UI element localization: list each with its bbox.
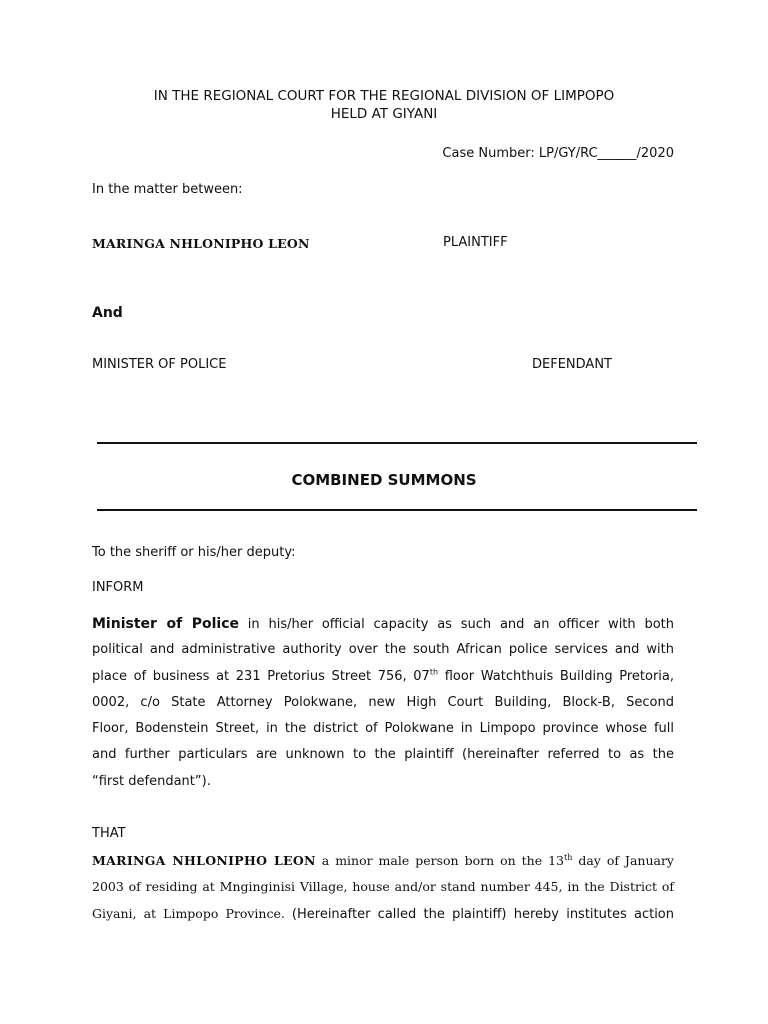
- paragraph-text: place of business at 231 Pretorius Street 756, 07: [92, 668, 430, 684]
- paragraph-line: “first defendant”).: [92, 773, 211, 789]
- paragraph-line: political and administrative authority over the south African police services and with: [92, 642, 674, 658]
- that-heading: THAT: [92, 826, 126, 841]
- paragraph-line: 0002, c/o State Attorney Polokwane, new High Court Building, Block-B, Second: [92, 694, 674, 710]
- paragraph-text: (Hereinafter called the plaintiff) hereby institutes action: [291, 906, 674, 922]
- sheriff-address-line: To the sheriff or his/her deputy:: [92, 545, 296, 560]
- inform-heading: INFORM: [92, 580, 144, 595]
- and-separator: And: [92, 305, 123, 321]
- top-divider-line: [97, 442, 697, 444]
- plaintiff-name: MARINGA NHLONIPHO LEON: [92, 236, 310, 251]
- bottom-divider-line: [97, 509, 697, 511]
- defendant-role: DEFENDANT: [532, 357, 612, 372]
- plaintiff-particulars-paragraph: [92, 848, 674, 927]
- summons-title: COMBINED SUMMONS: [291, 471, 477, 489]
- paragraph-line: Floor, Bodenstein Street, in the district of Polokwane in Limpopo province whose full: [92, 721, 674, 737]
- paragraph-line: 2003 of residing at Mnginginisi Village, house and/or stand number 445, in the District of: [92, 879, 674, 895]
- plaintiff-bold-lead: MARINGA NHLONIPHO LEON: [92, 853, 316, 868]
- court-heading-line-2: HELD AT GIYANI: [330, 106, 438, 122]
- court-heading: [0, 87, 768, 123]
- ordinal-superscript: th: [563, 852, 573, 862]
- paragraph-line: [92, 848, 674, 874]
- case-number: Case Number: LP/GY/RC______/2020: [442, 146, 674, 161]
- paragraph-text: Giyani, at Limpopo Province.: [92, 905, 292, 921]
- defendant-particulars-paragraph: [92, 611, 674, 795]
- defendant-bold-lead: Minister of Police: [92, 616, 239, 632]
- paragraph-line: [92, 901, 674, 927]
- paragraph-text: floor Watchthuis Building Pretoria,: [438, 668, 675, 684]
- matter-between-label: In the matter between:: [92, 182, 243, 197]
- paragraph-text: day of January: [572, 853, 674, 868]
- plaintiff-role: PLAINTIFF: [443, 235, 508, 250]
- court-heading-line-1: IN THE REGIONAL COURT FOR THE REGIONAL DIVISION OF LIMPOPO: [153, 88, 615, 104]
- paragraph-text: a minor male person born on the 13: [315, 853, 564, 868]
- paragraph-line: [92, 611, 674, 637]
- paragraph-line: and further particulars are unknown to the plaintiff (hereinafter referred to as the: [92, 747, 674, 763]
- defendant-name: MINISTER OF POLICE: [92, 357, 227, 372]
- paragraph-line: [92, 664, 674, 690]
- ordinal-superscript: th: [429, 667, 439, 677]
- paragraph-text: in his/her official capacity as such and an officer with both: [239, 617, 674, 632]
